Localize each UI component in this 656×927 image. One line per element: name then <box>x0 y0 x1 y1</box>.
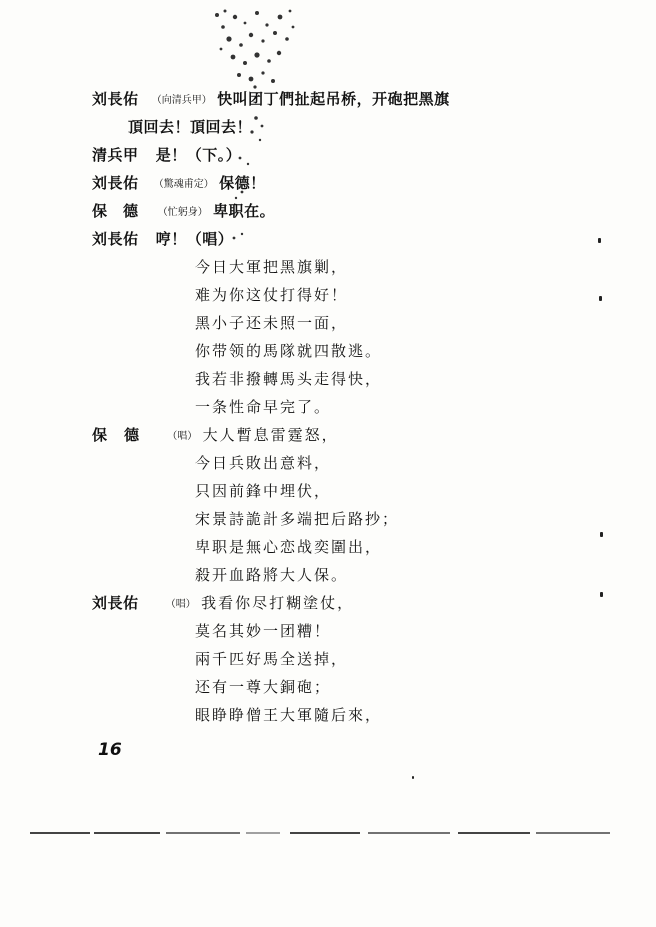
margin-speck <box>600 532 603 537</box>
ink-smudge-top <box>205 5 300 90</box>
stage-direction: （唱） <box>165 599 196 610</box>
dialogue-text: 頂回去！頂回去！ <box>128 118 253 136</box>
verse-line: 宋景詩詭計多端把后路抄； <box>195 510 400 528</box>
verse-line: 兩千匹好馬全送掉， <box>195 650 349 668</box>
verse-line: 黑小子还未照一面， <box>195 314 349 332</box>
speaker-name: 清兵甲 <box>92 146 139 164</box>
verse-line: 一条性命早完了。 <box>195 398 332 416</box>
verse-line: 卑职是無心恋战奕圍出， <box>195 538 383 556</box>
margin-speck <box>599 296 602 301</box>
dialogue-line-8 <box>92 592 354 614</box>
speaker-name: 刘長佑 <box>92 90 139 108</box>
dialogue-line-6 <box>92 228 233 250</box>
stage-direction: （向清兵甲） <box>151 95 212 106</box>
verse-line: 眼睁睁僧王大軍隨后來， <box>195 706 383 724</box>
dialogue-text: 我看你尽打糊塗仗， <box>201 594 355 612</box>
verse-line: 你带领的馬隊就四散逃。 <box>195 342 383 360</box>
verse-line: 只因前鋒中埋伏， <box>195 482 332 500</box>
verse-line: 今日大軍把黑旗剿， <box>195 258 349 276</box>
margin-speck <box>598 238 601 243</box>
dialogue-line-7 <box>92 424 339 446</box>
speaker-name: 刘長佑 <box>92 230 139 248</box>
stage-direction: （驚魂甫定） <box>153 179 214 190</box>
margin-speck <box>600 592 603 597</box>
verse-line: 难为你这仗打得好！ <box>195 286 349 304</box>
dialogue-line-1 <box>92 88 450 110</box>
scan-edge-line <box>30 831 610 835</box>
dialogue-text: 大人暫息雷霆怒， <box>202 426 339 444</box>
stage-direction: （忙躬身） <box>157 207 208 218</box>
dialogue-line-3 <box>92 144 241 166</box>
dialogue-text: 是！（下。） <box>155 146 242 164</box>
dialogue-text: 快叫团丁們扯起吊桥，开砲把黑旗 <box>217 90 450 108</box>
verse-line: 还有一尊大銅砲； <box>195 678 332 696</box>
dialogue-text: 卑职在。 <box>213 202 276 220</box>
ink-smudge-middle <box>212 88 272 248</box>
speaker-name: 刘長佑 <box>92 594 139 612</box>
dialogue-text: 保德！ <box>219 174 266 192</box>
margin-speck <box>412 776 414 779</box>
page-number: 16 <box>98 740 122 760</box>
dialogue-line-4 <box>92 172 266 194</box>
dialogue-line-2 <box>128 116 252 138</box>
dialogue-line-5 <box>92 200 275 222</box>
speaker-name: 保 德 <box>92 426 141 444</box>
verse-line: 我若非撥轉馬头走得快， <box>195 370 383 388</box>
stage-direction: （唱） <box>167 431 198 442</box>
speaker-name: 保 德 <box>92 202 139 220</box>
verse-line: 莫名其妙一团糟！ <box>195 622 332 640</box>
speaker-name: 刘長佑 <box>92 174 139 192</box>
dialogue-text: 哼！（唱） <box>155 230 234 248</box>
verse-line: 今日兵敗出意料， <box>195 454 332 472</box>
verse-line: 殺开血路將大人保。 <box>195 566 349 584</box>
